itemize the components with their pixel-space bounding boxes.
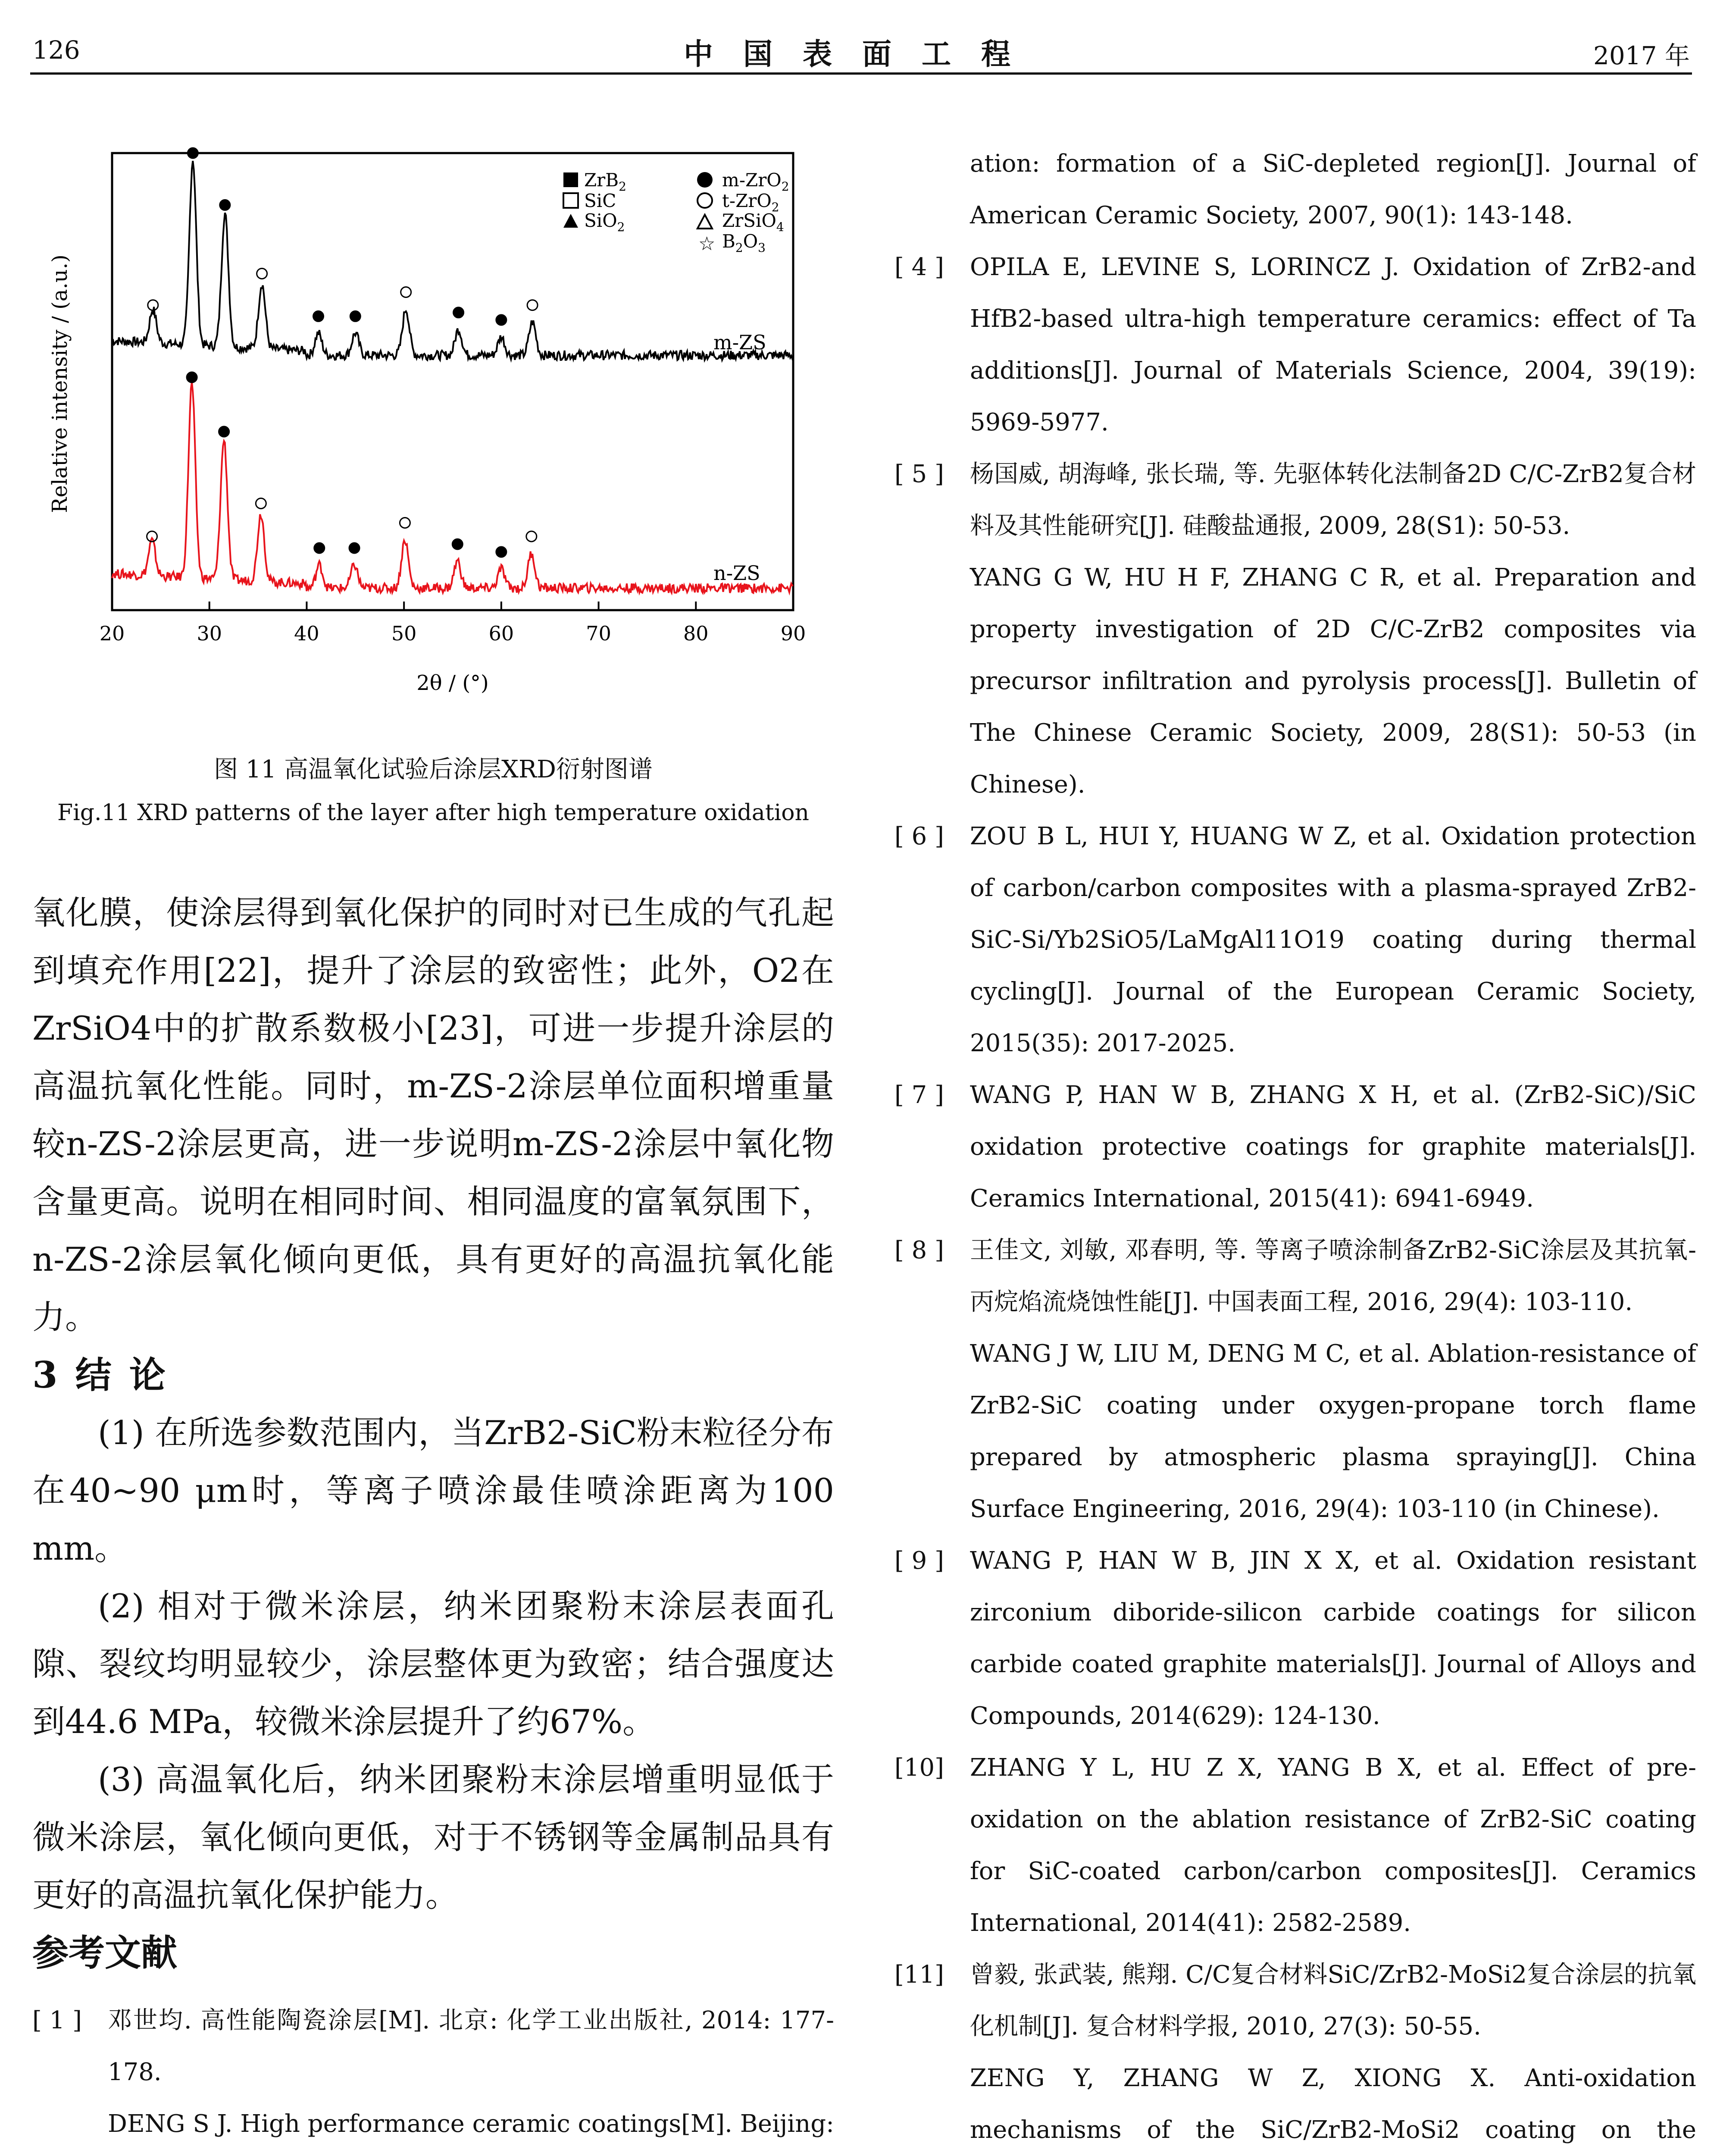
legend-zrsio4: ZrSiO$_4$ bbox=[722, 210, 784, 234]
reference-item bbox=[894, 241, 1696, 448]
references-right bbox=[894, 138, 1696, 2156]
peak-marker bbox=[401, 287, 411, 298]
reference-item bbox=[894, 1742, 1696, 1949]
peak-marker bbox=[526, 531, 537, 542]
references-left bbox=[32, 1995, 834, 2156]
legend-star: ☆ bbox=[698, 233, 716, 255]
reference-item bbox=[894, 1069, 1696, 1225]
series-line-m-ZS bbox=[112, 161, 793, 360]
peak-marker bbox=[349, 543, 360, 553]
x-tick-label: 40 bbox=[294, 622, 319, 645]
legend-sio2: SiO$_2$ bbox=[584, 210, 625, 234]
label-n-zs: n-ZS bbox=[713, 561, 760, 585]
peak-marker bbox=[452, 539, 463, 549]
reference-number: [10] bbox=[894, 1754, 944, 1782]
peak-marker bbox=[314, 543, 325, 553]
legend-b2o3: $B_2O_3$ bbox=[722, 231, 766, 255]
legend-m-zro2: m-ZrO$_2$ bbox=[722, 169, 789, 194]
section-heading-conclusions: 3 结 论 bbox=[32, 1354, 168, 1396]
series-line-n-ZS bbox=[112, 382, 793, 593]
page-header bbox=[0, 0, 1720, 73]
reference-item bbox=[894, 138, 1696, 241]
peak-marker bbox=[256, 498, 266, 509]
x-tick-label: 30 bbox=[197, 622, 222, 645]
reference-item bbox=[894, 1535, 1696, 1742]
legend-t-zro2: t-ZrO$_2$ bbox=[722, 190, 779, 214]
body-text bbox=[32, 884, 834, 2156]
reference-en: WANG P, HAN W B, JIN X X, et al. Oxidation resistant zirconium diboride-silicon carbide coatings for silicon carbide coated graphite materials[J]. Journal of Alloys and Compounds, 2014(629): 124-130. bbox=[970, 1547, 1696, 1730]
journal-year: 2017 年 bbox=[1593, 41, 1690, 70]
x-tick-label: 20 bbox=[99, 622, 125, 645]
peak-marker bbox=[219, 426, 229, 437]
legend bbox=[563, 169, 789, 255]
page-number: 126 bbox=[32, 35, 80, 65]
peak-marker bbox=[257, 269, 267, 279]
y-axis-label: Relative intensity / (a.u.) bbox=[48, 254, 72, 513]
reference-item bbox=[894, 448, 1696, 811]
reference-number: [ 5 ] bbox=[894, 460, 944, 488]
reference-en: ZENG Y, ZHANG W Z, XIONG X. Anti-oxidation mechanisms of the SiC/ZrB2-MoSi2 coating on the bbox=[970, 2064, 1696, 2144]
x-tick-label: 50 bbox=[391, 622, 417, 645]
reference-cn: 邓世均. 高性能陶瓷涂层[M]. 北京: 化学工业出版社, 2014: 177-178. bbox=[108, 2006, 834, 2086]
reference-number: [ 8 ] bbox=[894, 1236, 944, 1264]
journal-title: 中国表面工程 bbox=[683, 37, 1041, 72]
peak-marker bbox=[496, 547, 507, 557]
reference-number: [ 6 ] bbox=[894, 822, 944, 850]
left-column bbox=[32, 125, 834, 2138]
legend-zrb2: ZrB$_2$ bbox=[584, 169, 626, 194]
figure-11 bbox=[32, 125, 834, 826]
reference-en: DENG S J. High performance ceramic coatings[M]. Beijing: bbox=[108, 2110, 834, 2138]
conclusion-3: (3) 高温氧化后，纳米团聚粉末涂层增重明显低于微米涂层，氧化倾向更低，对于不锈钢等金属制品具有更好的高温抗氧化保护能力。 bbox=[32, 1760, 834, 1914]
peak-marker bbox=[187, 372, 197, 382]
peak-marker bbox=[220, 200, 230, 210]
reference-en: ation: formation of a SiC-depleted region[J]. Journal of American Ceramic Society, 2007, 90(1): 143-148. bbox=[970, 150, 1696, 229]
reference-item bbox=[894, 811, 1696, 1069]
paragraph-1: 氧化膜，使涂层得到氧化保护的同时对已生成的气孔起到填充作用[22]，提升了涂层的致密性；此外，O2在ZrSiO4中的扩散系数极小[23]，可进一步提升涂层的高温抗氧化性能。同时，m-ZS-2涂层单位面积增重量较n-ZS-2涂层更高，进一步说明m-ZS-2涂层中氧化物含量更高。说明在相同时间、相同温度的富氧氛围下，n-ZS-2涂层氧化倾向更低，具有更好的高温抗氧化能力。 bbox=[32, 893, 834, 1336]
figure-caption-en: Fig.11 XRD patterns of the layer after high temperature oxidation bbox=[57, 800, 810, 826]
reference-item bbox=[894, 1225, 1696, 1535]
reference-cn: 王佳文, 刘敏, 邓春明, 等. 等离子喷涂制备ZrB2-SiC涂层及其抗氧-丙烷焰流烧蚀性能[J]. 中国表面工程, 2016, 29(4): 103-110. bbox=[970, 1236, 1696, 1316]
conclusion-1: (1) 在所选参数范围内，当ZrB2-SiC粉末粒径分布在40~90 μm时，等离子喷涂最佳喷涂距离为100 mm。 bbox=[32, 1413, 834, 1567]
x-axis-label: 2θ / (°) bbox=[416, 671, 489, 695]
reference-number: [ 1 ] bbox=[32, 2006, 82, 2034]
peak-marker bbox=[453, 307, 464, 318]
xrd-chart bbox=[32, 125, 834, 737]
conclusion-2: (2) 相对于微米涂层，纳米团聚粉末涂层表面孔隙、裂纹均明显较少，涂层整体更为致密；结合强度达到44.6 MPa，较微米涂层提升了约67%。 bbox=[32, 1587, 834, 1741]
legend-sic: SiC bbox=[584, 190, 616, 211]
x-tick-label: 80 bbox=[683, 622, 709, 645]
x-tick-label: 60 bbox=[488, 622, 514, 645]
reference-number: [ 4 ] bbox=[894, 253, 944, 281]
peak-marker bbox=[400, 518, 410, 528]
reference-en: WANG P, HAN W B, ZHANG X H, et al. (ZrB2-SiC)/SiC oxidation protective coatings for graphite materials[J]. Ceramics International, 2015(41): 6941-6949. bbox=[970, 1081, 1696, 1213]
peak-marker bbox=[350, 311, 360, 321]
reference-en: YANG G W, HU H F, ZHANG C R, et al. Preparation and property investigation of 2D C/C-ZrB2 composites via precursor infiltration and pyrolysis process[J]. Bulletin of The Chinese Ceramic Society, 2009, 28(S1): 50-53 (in Chinese). bbox=[970, 564, 1696, 799]
x-tick-label: 90 bbox=[780, 622, 806, 645]
peak-marker bbox=[188, 148, 198, 158]
peak-marker bbox=[496, 315, 507, 325]
reference-number: [11] bbox=[894, 1961, 944, 1989]
reference-number: [ 7 ] bbox=[894, 1081, 944, 1109]
reference-en: WANG J W, LIU M, DENG M C, et al. Ablation-resistance of ZrB2-SiC coating under oxygen-propane torch flame prepared by atmospheric plasma spraying[J]. China Surface Engineering, 2016, 29(4): 103-110 (in Chinese). bbox=[970, 1340, 1696, 1523]
reference-en: OPILA E, LEVINE S, LORINCZ J. Oxidation of ZrB2-and HfB2-based ultra-high temperature ceramics: effect of Ta additions[J]. Journal of Materials Science, 2004, 39(19): 5969-5977. bbox=[970, 253, 1696, 436]
reference-item bbox=[894, 1949, 1696, 2156]
figure-caption-cn: 图 11 高温氧化试验后涂层XRD衍射图谱 bbox=[214, 755, 653, 783]
x-tick-label: 70 bbox=[586, 622, 611, 645]
references-heading: 参考文献 bbox=[32, 1931, 178, 1974]
label-m-zs: m-ZS bbox=[713, 331, 766, 354]
reference-cn: 杨国威, 胡海峰, 张长瑞, 等. 先驱体转化法制备2D C/C-ZrB2复合材料及其性能研究[J]. 硅酸盐通报, 2009, 28(S1): 50-53. bbox=[970, 460, 1696, 540]
reference-number: [ 9 ] bbox=[894, 1547, 944, 1575]
reference-en: ZHANG Y L, HU Z X, YANG B X, et al. Effect of pre-oxidation on the ablation resistance of ZrB2-SiC coating for SiC-coated carbon/carbon composites[J]. Ceramics International, 2014(41): 2582-2589. bbox=[970, 1754, 1696, 1937]
peak-marker bbox=[313, 311, 324, 321]
header-rule bbox=[30, 72, 1692, 75]
reference-item bbox=[32, 1995, 834, 2156]
peak-marker bbox=[527, 300, 538, 310]
reference-en: ZOU B L, HUI Y, HUANG W Z, et al. Oxidation protection of carbon/carbon composites with a plasma-sprayed ZrB2-SiC-Si/Yb2SiO5/LaMgAl11O19 coating during thermal cycling[J]. Journal of the European Ceramic Society, 2015(35): 2017-2025. bbox=[970, 822, 1696, 1057]
reference-cn: 曾毅, 张武装, 熊翔. C/C复合材料SiC/ZrB2-MoSi2复合涂层的抗氧化机制[J]. 复合材料学报, 2010, 27(3): 50-55. bbox=[970, 1961, 1696, 2040]
